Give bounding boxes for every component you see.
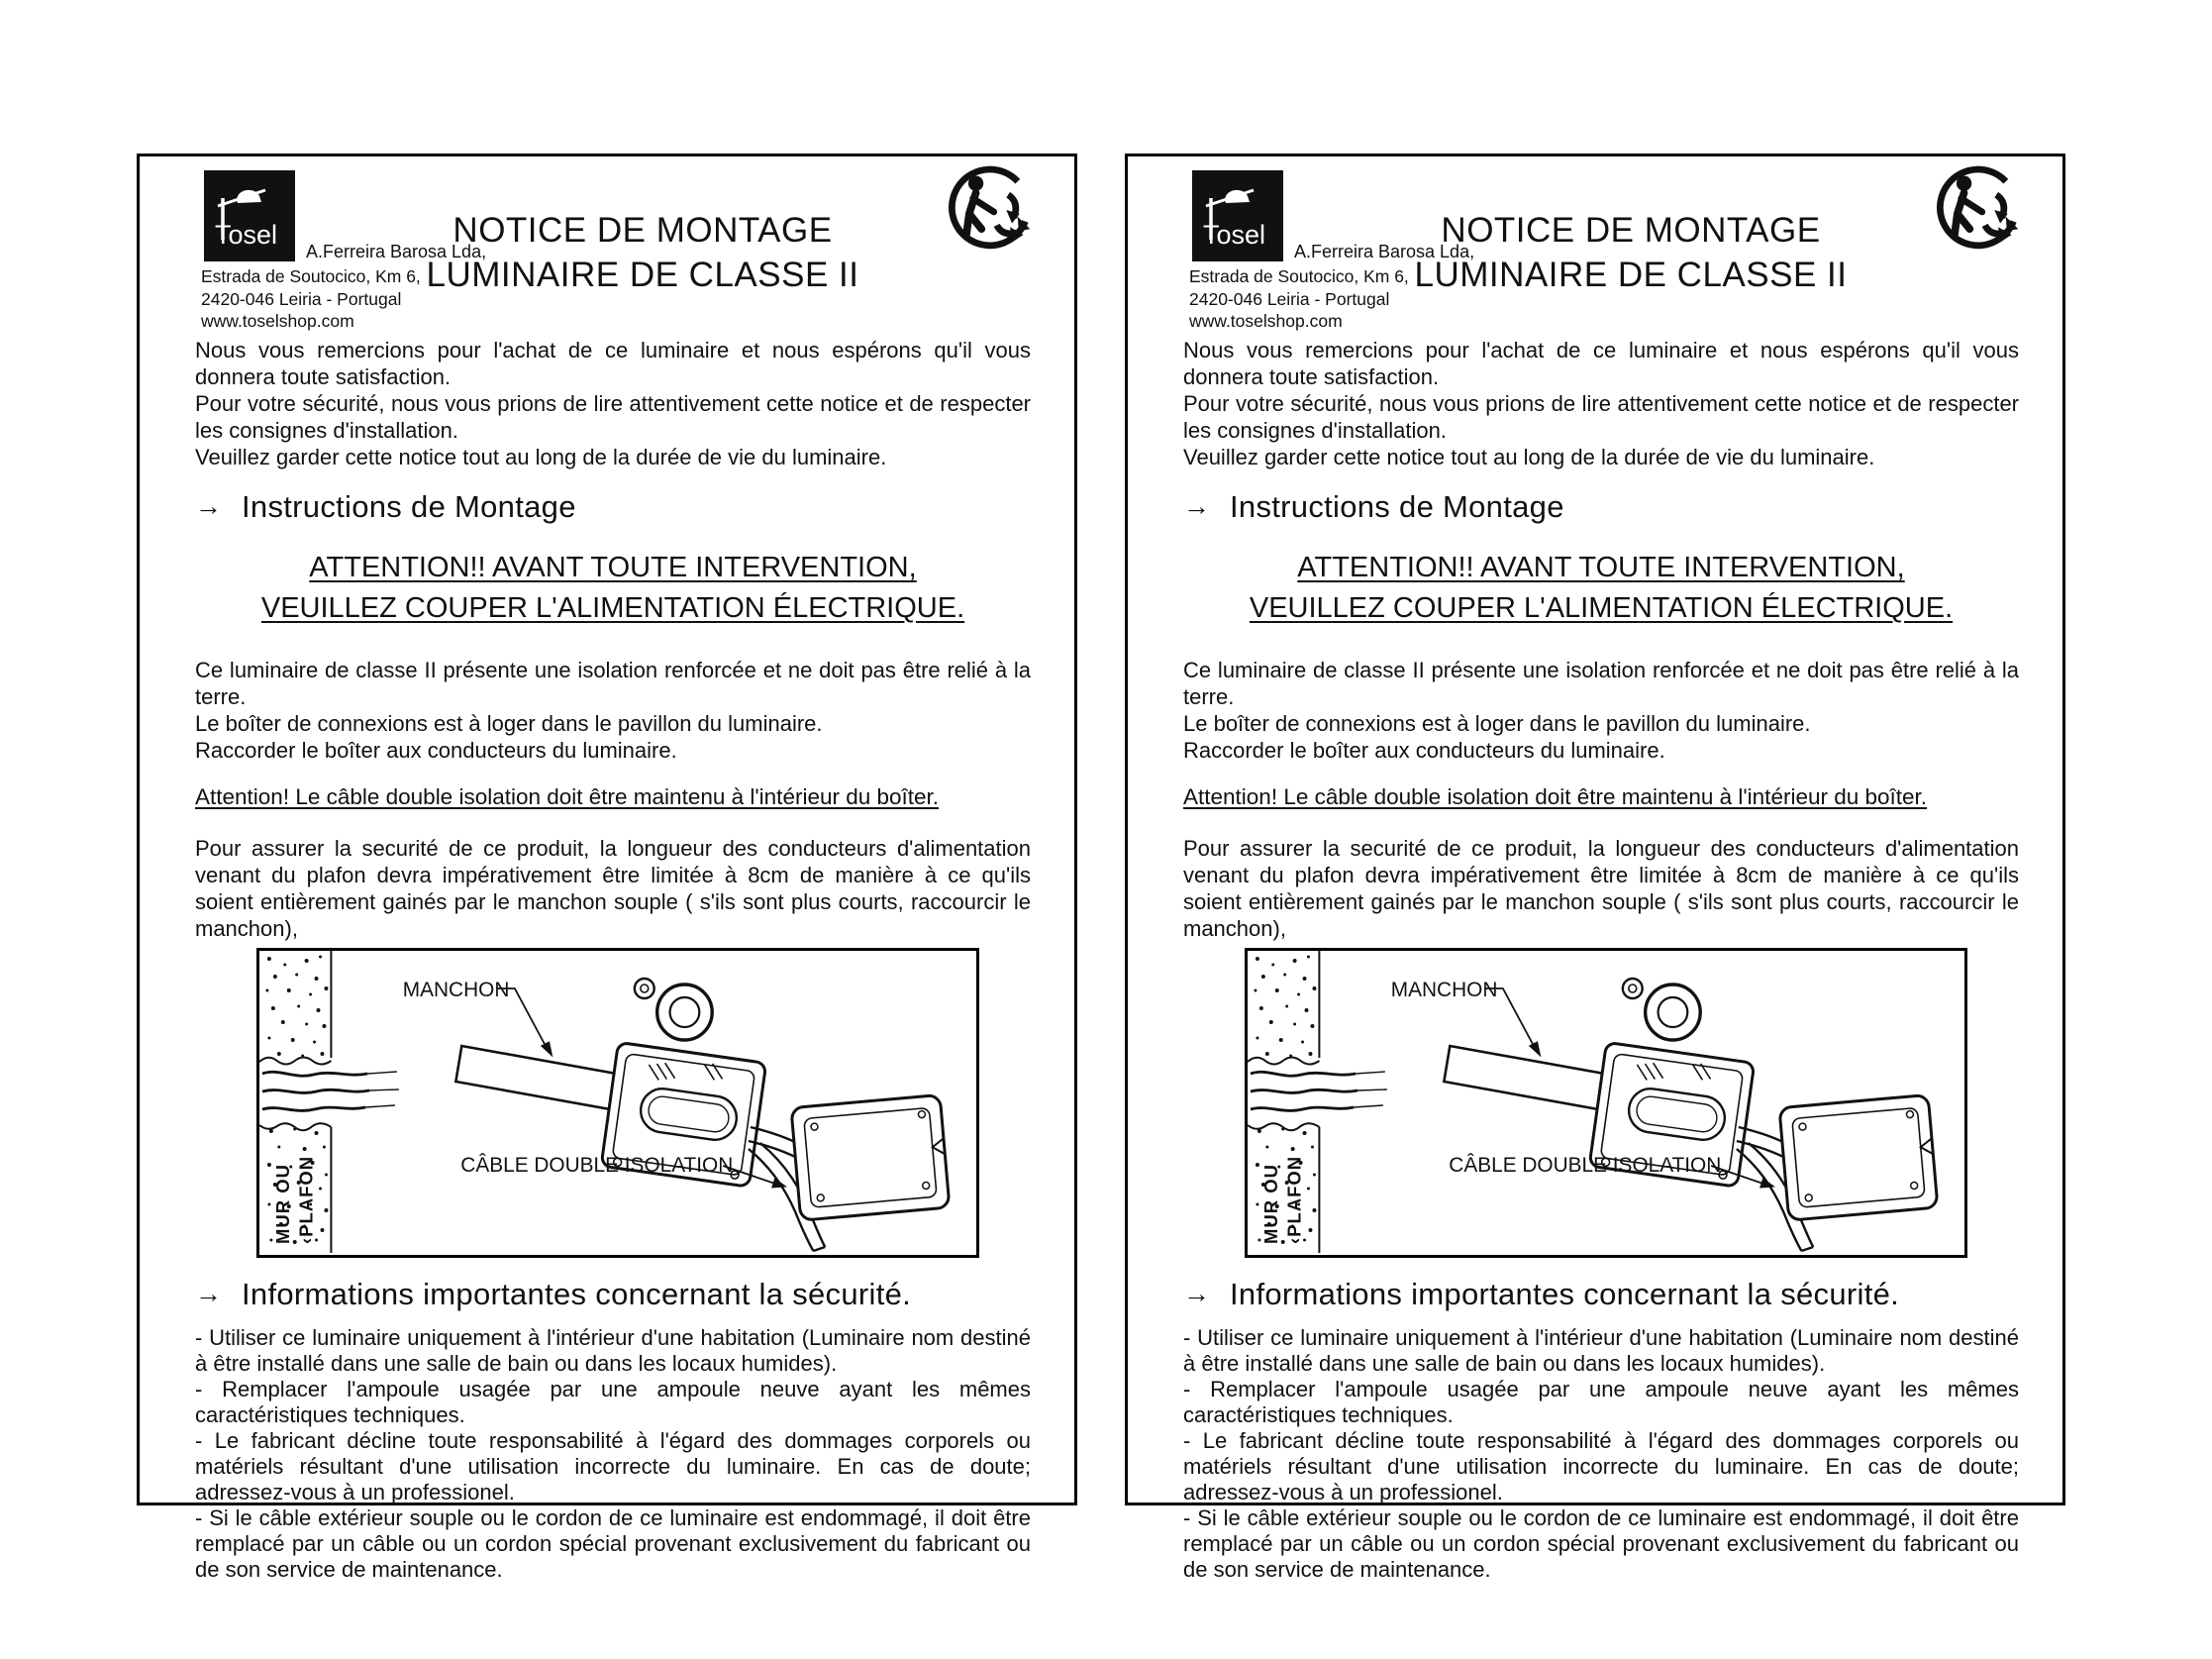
installation-diagram — [256, 948, 979, 1258]
montage-heading — [195, 486, 1031, 528]
cable-tail — [1801, 1247, 1813, 1251]
website-text: www.toselshop.com — [201, 311, 354, 331]
instruction-line: Raccorder le boîter aux conducteurs du luminaire. — [195, 738, 677, 763]
diagram-drawing — [1248, 951, 1964, 1255]
montage-instructions — [195, 657, 1031, 764]
security-item: - Si le câble extérieur souple ou le cordon de ce luminaire est endommagé, il doit être remplacé par un câble ou un cordon spécial provenant exclusivement du fabricant ou de son service de maintenance. — [195, 1505, 1031, 1582]
intro-paragraph: Veuillez garder cette notice tout au long de la durée de vie du luminaire. — [195, 445, 887, 469]
montage-heading-text: Instructions de Montage — [242, 489, 576, 524]
intro-section — [1183, 337, 2019, 470]
wall-label-line-1: MUR OU — [271, 1164, 293, 1244]
security-item: - Si le câble extérieur souple ou le cordon de ce luminaire est endommagé, il doit être remplacé par un câble ou un cordon spécial provenant exclusivement du fabricant ou de son service de maintenance. — [1183, 1505, 2019, 1582]
title-line-1: NOTICE DE MONTAGE — [1441, 211, 1821, 250]
wall-label-line-2: ‹PLAFON — [1283, 1155, 1305, 1244]
security-item: - Remplacer l'ampoule usagée par une ampoule neuve ayant les mêmes caractéristiques techniques. — [195, 1377, 1031, 1427]
website-text: www.toselshop.com — [1189, 311, 1343, 331]
cover-plate — [1779, 1094, 1938, 1220]
instruction-line: Ce luminaire de classe II présente une isolation renforcée et ne doit pas être relié à la terre. — [195, 658, 1031, 709]
title-line-1: NOTICE DE MONTAGE — [452, 211, 833, 250]
notice-page-1 — [137, 154, 1077, 1582]
cable-label: CÂBLE DOUBLE ISOLATION — [1449, 1153, 1722, 1178]
title-line-2: LUMINAIRE DE CLASSE II — [426, 256, 859, 294]
tosel-lamp-icon — [1192, 170, 1283, 261]
warning-line-1: ATTENTION!! AVANT TOUTE INTERVENTION, — [309, 552, 917, 583]
document-title — [314, 208, 971, 297]
manchon-paragraph: Pour assurer la securité de ce produit, la longueur des conducteurs d'alimentation venant du plafon devra impérativement être limitée à 8cm de manière à ce qu'ils soient entièrement gainés par le manchon souple ( s'ils sont plus courts, raccourcir le manchon), — [1183, 836, 2019, 941]
supply-wires — [262, 1072, 399, 1110]
page-header — [1183, 156, 2019, 331]
wall-label-line-1: MUR OU — [1259, 1164, 1281, 1244]
intro-paragraph: Veuillez garder cette notice tout au long de la durée de vie du luminaire. — [1183, 445, 1875, 469]
page-header — [195, 156, 1031, 331]
warning-line-1: ATTENTION!! AVANT TOUTE INTERVENTION, — [1297, 552, 1905, 583]
diagram-drawing — [259, 951, 976, 1255]
address-line: Estrada de Soutocico, Km 6, — [1189, 266, 1409, 286]
warning-line-2: VEUILLEZ COUPER L'ALIMENTATION ÉLECTRIQUE. — [260, 592, 965, 624]
warning-block — [195, 548, 1031, 629]
security-heading — [195, 1274, 1031, 1315]
arrow-icon: → — [1183, 1279, 1210, 1308]
notice-page-2 — [1125, 154, 2065, 1582]
title-line-2: LUMINAIRE DE CLASSE II — [1414, 256, 1848, 294]
manchon-label: MANCHON — [1390, 978, 1498, 1002]
supply-wires — [1251, 1072, 1387, 1110]
address-line: Estrada de Soutocico, Km 6, — [201, 266, 421, 286]
tosel-logo — [1192, 170, 1283, 261]
instruction-line: Ce luminaire de classe II présente une isolation renforcée et ne doit pas être relié à la terre. — [1183, 658, 2019, 709]
security-item: - Utiliser ce luminaire uniquement à l'intérieur d'une habitation (Luminaire nom destiné à être installé dans une salle de bain ou dans les locaux humides). — [195, 1325, 1031, 1376]
security-item: - Le fabricant décline toute responsabilité à l'égard des dommages corporels ou matériels résultant d'une utilisation incorrecte du luminaire. En cas de doute; adressez-vous à un professionel. — [195, 1428, 1031, 1504]
intro-paragraph: Pour votre sécurité, nous vous prions de lire attentivement cette notice et de respecter les consignes d'installation. — [195, 391, 1031, 443]
instruction-line: Le boîter de connexions est à loger dans le pavillon du luminaire. — [195, 711, 823, 736]
hanging-ring — [635, 979, 712, 1040]
triman-recycling-icon — [942, 162, 1037, 258]
intro-section — [195, 337, 1031, 470]
company-name: A.Ferreira Barosa Lda, — [306, 242, 487, 261]
security-item: - Remplacer l'ampoule usagée par une ampoule neuve ayant les mêmes caractéristiques techniques. — [1183, 1377, 2019, 1427]
address-line: 2420-046 Leiria - Portugal — [201, 288, 402, 309]
arrow-icon: → — [195, 1279, 222, 1308]
intro-paragraph: Pour votre sécurité, nous vous prions de lire attentivement cette notice et de respecter les consignes d'installation. — [1183, 391, 2019, 443]
svg-text:Tosel: Tosel — [215, 220, 278, 250]
arrow-icon: → — [195, 491, 222, 521]
attention-note: Attention! Le câble double isolation doit être maintenu à l'intérieur du boîter. — [1183, 784, 1928, 809]
security-item: - Le fabricant décline toute responsabilité à l'égard des dommages corporels ou matériels résultant d'une utilisation incorrecte du luminaire. En cas de doute; adressez-vous à un professionel. — [1183, 1428, 2019, 1504]
cable-tail — [813, 1247, 825, 1251]
installation-diagram — [1245, 948, 1967, 1258]
hanging-ring — [1623, 979, 1700, 1040]
security-item: - Utiliser ce luminaire uniquement à l'intérieur d'une habitation (Luminaire nom destiné à être installé dans une salle de bain ou dans les locaux humides). — [1183, 1325, 2019, 1376]
address-line: 2420-046 Leiria - Portugal — [1189, 288, 1390, 309]
montage-heading-text: Instructions de Montage — [1230, 489, 1564, 524]
document-title — [1302, 208, 1960, 297]
manchon-paragraph: Pour assurer la securité de ce produit, la longueur des conducteurs d'alimentation venant du plafon devra impérativement être limitée à 8cm de manière à ce qu'ils soient entièrement gainés par le manchon souple ( s'ils sont plus courts, raccourcir le manchon), — [195, 836, 1031, 941]
warning-line-2: VEUILLEZ COUPER L'ALIMENTATION ÉLECTRIQUE. — [1249, 592, 1954, 624]
instruction-line: Raccorder le boîter aux conducteurs du luminaire. — [1183, 738, 1665, 763]
montage-heading — [1183, 486, 2019, 528]
instruction-line: Le boîter de connexions est à loger dans le pavillon du luminaire. — [1183, 711, 1811, 736]
security-heading-text: Informations importantes concernant la sécurité. — [1230, 1277, 1900, 1311]
security-heading — [1183, 1274, 2019, 1315]
svg-text:Tosel: Tosel — [1203, 220, 1266, 250]
security-notes — [1183, 1325, 2019, 1583]
intro-paragraph: Nous vous remercions pour l'achat de ce luminaire et nous espérons qu'il vous donnera toute satisfaction. — [1183, 338, 2019, 389]
attention-note: Attention! Le câble double isolation doit être maintenu à l'intérieur du boîter. — [195, 784, 940, 809]
company-name: A.Ferreira Barosa Lda, — [1294, 242, 1475, 261]
manchon-label: MANCHON — [402, 978, 510, 1002]
triman-recycling-icon — [1930, 162, 2025, 258]
cable-label: CÂBLE DOUBLE ISOLATION — [460, 1153, 734, 1178]
security-notes — [195, 1325, 1031, 1583]
intro-paragraph: Nous vous remercions pour l'achat de ce luminaire et nous espérons qu'il vous donnera toute satisfaction. — [195, 338, 1031, 389]
cover-plate — [791, 1094, 950, 1220]
warning-block — [1183, 548, 2019, 629]
security-heading-text: Informations importantes concernant la sécurité. — [242, 1277, 912, 1311]
tosel-lamp-icon — [204, 170, 295, 261]
montage-instructions — [1183, 657, 2019, 764]
wall-label-line-2: ‹PLAFON — [295, 1155, 317, 1244]
tosel-logo — [204, 170, 295, 261]
arrow-icon: → — [1183, 491, 1210, 521]
